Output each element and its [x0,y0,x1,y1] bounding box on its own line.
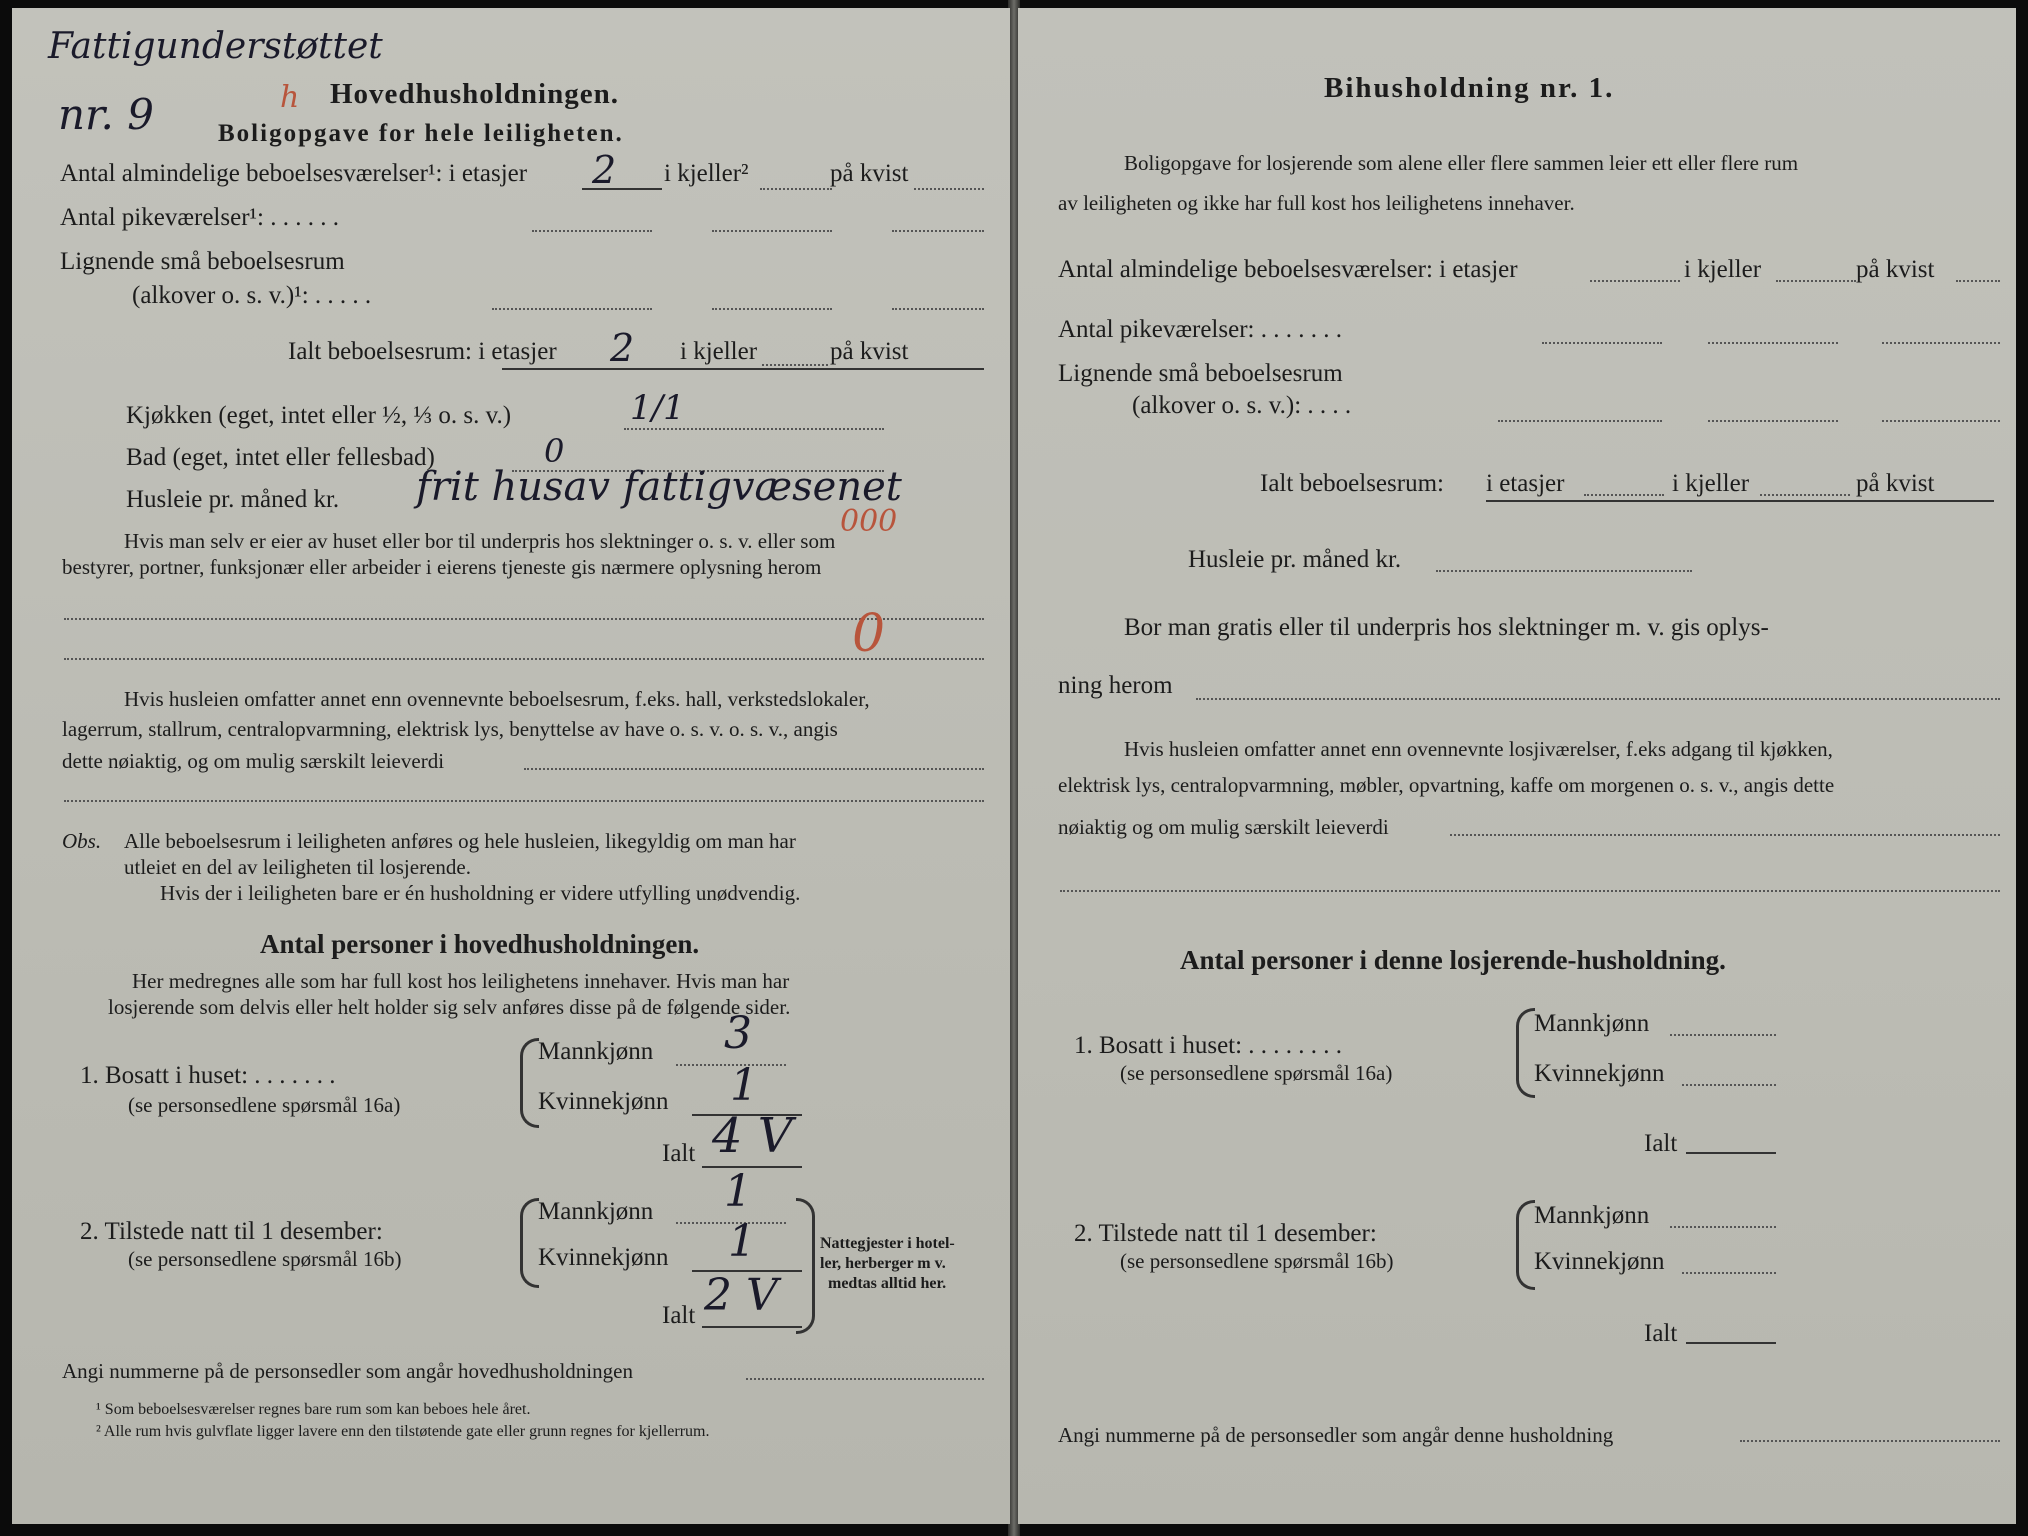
brace-q2 [520,1198,539,1288]
label-q2-kvinne: Kvinnekjønn [538,1244,669,1271]
label-q1-kvinne: Kvinnekjønn [538,1088,669,1115]
label-r-pikevaerelser: Antal pikeværelser: . . . . . . . [1058,316,1342,343]
label-r-q1: 1. Bosatt i huset: . . . . . . . . [1074,1032,1343,1059]
text-r-gratis-2: ning herom [1058,672,1173,699]
text-omfatter-2: lagerrum, stallrum, centralopvarmning, elektrisk lys, benyttelse av have o. s. v. o. s. v., angis [62,717,838,741]
label-lignende-sma: Lignende små beboelsesrum [60,248,345,275]
label-alkover: (alkover o. s. v.)¹: . . . . . [132,282,372,309]
label-r-q1-mann: Mannkjønn [1534,1010,1650,1037]
note-nattegjester-1: Nattegjester i hotel- [820,1235,955,1252]
field-line-r-ialt-etasjer [1584,494,1664,496]
page-subtitle-boligopgave: Boligopgave for hele leiligheten. [218,120,624,147]
label-q2-tilstede: 2. Tilstede natt til 1 desember: [80,1218,383,1245]
text-r-gratis-1: Bor man gratis eller til underpris hos slektninger m. v. gis oplys- [1124,614,1769,641]
field-line-q2-ialt [702,1326,802,1328]
label-q2-mann: Mannkjønn [538,1198,654,1225]
field-line-r-pike-kjeller [1708,342,1838,344]
note-nattegjester-2: ler, herberger m v. [820,1255,946,1272]
label-ialt-beboelsesrum: Ialt beboelsesrum: i etasjer [288,338,557,365]
field-line-alkover-etasjer [492,308,652,310]
text-r-omfatter-1: Hvis husleien omfatter annet enn ovennevnte losjiværelser, f.eks adgang til kjøkken, [1124,737,1833,761]
label-r-kjeller: i kjeller [1684,256,1762,283]
field-line-r-q1-ialt [1686,1152,1776,1154]
value-q1-ialt: 4 V [712,1108,793,1164]
value-ialt-etasjer: 2 [610,326,635,370]
label-q2-sub: (se personsedlene spørsmål 16b) [128,1247,402,1271]
label-r-almindelige: Antal almindelige beboelsesværelser: i etasjer [1058,256,1518,283]
label-q1-sub: (se personsedlene spørsmål 16a) [128,1093,401,1117]
value-etasjer: 2 [592,148,617,192]
field-line-omfatter-2 [64,800,984,802]
field-line-pike-etasjer [532,230,652,232]
text-r-angi: Angi nummerne på de personsedler som angår denne husholdning [1058,1423,1614,1447]
footnote-2: ² Alle rum hvis gulvflate ligger lavere enn den tilstøtende gate eller grunn regnes for kjellerrum. [96,1423,710,1440]
text-omfatter-3: dette nøiaktig, og om mulig særskilt leieverdi [62,749,445,773]
field-line-ialt-kjeller [762,364,828,366]
label-r-q2-sub: (se personsedlene spørsmål 16b) [1120,1249,1394,1273]
r-persons-title: Antal personer i denne losjerende-husholdning. [1180,945,1726,975]
handwritten-nr: nr. 9 [58,90,154,139]
field-line-kjokken [624,428,884,430]
intro-2: av leiligheten og ikke har full kost hos leilighetens innehaver. [1058,191,1575,215]
label-q1-bosatt: 1. Bosatt i huset: . . . . . . . [80,1062,336,1089]
persons-note-2: losjerende som delvis eller helt holder sig selv anføres disse på de følgende sider. [108,995,791,1019]
field-line-r-kjeller [1776,280,1856,282]
value-q2-ialt: 2 V [704,1270,778,1321]
handwritten-fattigunderstottet: Fattigunderstøttet [48,26,383,67]
text-obs-2: utleiet en del av leiligheten til losjerende. [124,855,471,879]
label-r-ialt: Ialt beboelsesrum: [1260,470,1444,497]
label-r-kvist: på kvist [1856,256,1935,283]
value-q2-kvinne: 1 [728,1216,756,1267]
field-line-etasjer [582,188,662,190]
field-line-r-alkover-kjeller [1708,420,1838,422]
field-line-r-q1-kvinne [1682,1084,1776,1086]
label-r-q2-ialt: Ialt [1644,1320,1678,1347]
page-title-hovedhusholdningen: Hovedhusholdningen. [330,78,619,110]
field-line-r-omfatter-1 [1450,834,2000,836]
field-line-r-husleie [1436,570,1692,572]
label-r-alkover: (alkover o. s. v.): . . . . [1132,392,1352,419]
label-pikevaerelser: Antal pikeværelser¹: . . . . . . [60,204,339,231]
label-r-q1-sub: (se personsedlene spørsmål 16a) [1120,1061,1393,1085]
text-obs-3: Hvis der i leiligheten bare er én husholdning er videre utfylling unødvendig. [160,881,801,905]
label-r-q1-ialt: Ialt [1644,1130,1678,1157]
value-husleie: frit husav fattigvæsenet [416,464,902,510]
field-line-r-angi [1740,1440,2000,1442]
r-ialt-underline [1486,500,1994,502]
label-husleie: Husleie pr. måned kr. [126,486,340,513]
label-kjeller: i kjeller² [664,160,749,187]
value-kjokken: 1/1 [630,388,685,428]
field-line-r-alkover-kvist [1882,420,2000,422]
page-title-bihusholdning: Bihusholdning nr. 1. [1324,72,1615,104]
field-line-q1-ialt [702,1166,802,1168]
field-line-angi [746,1378,984,1380]
value-bad: 0 [544,432,565,470]
handwritten-red-mark: h [280,80,300,115]
text-eier-2: bestyrer, portner, funksjonær eller arbeider i eierens tjeneste gis nærmere oplysning herom [62,555,822,579]
label-q1-mann: Mannkjønn [538,1038,654,1065]
value-husleie-red: 000 [840,504,898,539]
label-r-q2-kvinne: Kvinnekjønn [1534,1248,1665,1275]
field-line-r-gratis [1196,698,2000,700]
label-ialt-kjeller: i kjeller [680,338,758,365]
brace-r-q2 [1516,1200,1535,1290]
field-line-r-q2-ialt [1686,1342,1776,1344]
label-ialt-kvist: på kvist [830,338,909,365]
field-line-r-q1-mann [1670,1034,1776,1036]
label-r-ialt-etasjer: i etasjer [1486,470,1565,497]
field-line-alkover-kvist [892,308,984,310]
label-q1-ialt: Ialt [662,1140,696,1167]
field-line-kjeller [760,188,832,190]
label-r-husleie: Husleie pr. måned kr. [1188,546,1402,573]
ialt-underline [502,368,984,370]
field-line-pike-kjeller [712,230,832,232]
label-kvist: på kvist [830,160,909,187]
field-line-r-q2-kvinne [1682,1272,1776,1274]
value-q1-mann: 3 [724,1008,752,1059]
field-line-pike-kvist [892,230,984,232]
field-line-alkover-kjeller [712,308,832,310]
value-eier-red: 0 [852,604,886,664]
field-line-omfatter-1 [524,768,984,770]
field-line-kvist [914,188,984,190]
brace-q1 [520,1038,539,1128]
label-r-q2: 2. Tilstede natt til 1 desember: [1074,1220,1377,1247]
right-page-bihusholdning [1018,8,2016,1524]
value-q2-mann: 1 [724,1166,752,1217]
text-angi-nummerne: Angi nummerne på de personsedler som angår hovedhusholdningen [62,1359,633,1383]
field-line-r-kvist [1956,280,2000,282]
label-kjokken: Kjøkken (eget, intet eller ½, ⅓ o. s. v.) [126,402,512,429]
obs-label: Obs. [62,829,102,853]
label-r-ialt-kjeller: i kjeller [1672,470,1750,497]
text-omfatter-1: Hvis husleien omfatter annet enn ovennevnte beboelsesrum, f.eks. hall, verkstedslokaler, [124,687,870,711]
value-q1-kvinne: 1 [730,1060,758,1111]
field-line-r-etasjer [1590,280,1680,282]
field-line-r-alkover-etasjer [1498,420,1662,422]
field-line-r-omfatter-2 [1060,890,2000,892]
field-line-eier-2 [64,658,984,660]
brace-r-q1 [1516,1008,1535,1098]
text-obs-1: Alle beboelsesrum i leiligheten anføres og hele husleien, likegyldig om man har [124,829,796,853]
footnote-1: ¹ Som beboelsesværelser regnes bare rum som kan beboes hele året. [96,1401,531,1418]
brace-q2-right [796,1198,815,1334]
text-r-omfatter-3: nøiaktig og om mulig særskilt leieverdi [1058,815,1389,839]
intro-1: Boligopgave for losjerende som alene eller flere sammen leier ett eller flere rum [1124,151,1799,175]
field-line-r-ialt-kjeller [1760,494,1850,496]
field-line-eier-1 [64,618,984,620]
label-r-lignende: Lignende små beboelsesrum [1058,360,1343,387]
label-almindelige-vaerelser: Antal almindelige beboelsesværelser¹: i etasjer [60,160,528,187]
label-r-q1-kvinne: Kvinnekjønn [1534,1060,1665,1087]
label-q2-ialt: Ialt [662,1302,696,1329]
persons-title: Antal personer i hovedhusholdningen. [260,929,700,959]
note-nattegjester-3: medtas alltid her. [828,1275,947,1292]
text-r-omfatter-2: elektrisk lys, centralopvarmning, møbler, opvartning, kaffe om morgenen o. s. v., angis dette [1058,773,1835,797]
persons-note-1: Her medregnes alle som har full kost hos leilighetens innehaver. Hvis man har [132,969,790,993]
field-line-r-q2-mann [1670,1226,1776,1228]
label-r-q2-mann: Mannkjønn [1534,1202,1650,1229]
label-r-ialt-kvist: på kvist [1856,470,1935,497]
field-line-r-pike-etasjer [1542,342,1662,344]
label-bad: Bad (eget, intet eller fellesbad) [126,444,435,471]
left-page-hovedhusholdning [12,8,1010,1524]
field-line-r-pike-kvist [1882,342,2000,344]
text-eier-1: Hvis man selv er eier av huset eller bor til underpris hos slektninger o. s. v. eller som [124,529,836,553]
